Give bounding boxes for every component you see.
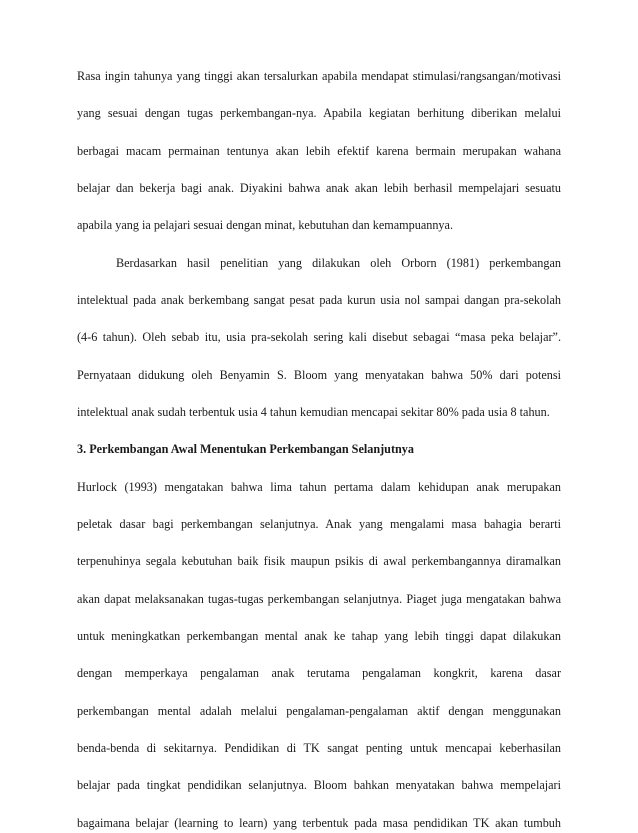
section-heading: 3. Perkembangan Awal Menentukan Perkembangan Selanjutnya <box>77 442 414 456</box>
paragraph-1-line-5: apabila yang ia pelajari sesuai dengan minat, kebutuhan dan kemampuannya. <box>77 218 453 232</box>
paragraph-3-line-2: peletak dasar bagi perkembangan selanjutnya. Anak yang mengalami masa bahagia berarti <box>77 517 561 531</box>
paragraph-1-line-2: yang sesuai dengan tugas perkembangan-nya. Apabila kegiatan berhitung diberikan melalui <box>77 106 561 120</box>
paragraph-3-line-9: belajar pada tingkat pendidikan selanjutnya. Bloom bahkan menyatakan bahwa mempelajari <box>77 778 561 792</box>
paragraph-2-line-3: (4-6 tahun). Oleh sebab itu, usia pra-sekolah sering kali disebut sebagai “masa peka belajar”. <box>77 330 561 344</box>
paragraph-3-line-8: benda-benda di sekitarnya. Pendidikan di TK sangat penting untuk mencapai keberhasilan <box>77 741 561 755</box>
paragraph-2-line-5: intelektual anak sudah terbentuk usia 4 tahun kemudian mencapai sekitar 80% pada usia 8 tahun. <box>77 405 550 419</box>
paragraph-3-line-10: bagaimana belajar (learning to learn) yang terbentuk pada masa pendidikan TK akan tumbuh <box>77 816 561 830</box>
paragraph-1-line-4: belajar dan bekerja bagi anak. Diyakini bahwa anak akan lebih berhasil mempelajari sesuatu <box>77 181 561 195</box>
paragraph-1-line-3: berbagai macam permainan tentunya akan lebih efektif karena bermain merupakan wahana <box>77 144 561 158</box>
paragraph-3-line-7: perkembangan mental adalah melalui pengalaman-pengalaman aktif dengan menggunakan <box>77 704 561 718</box>
paragraph-3-line-6: dengan memperkaya pengalaman anak terutama pengalaman kongkrit, karena dasar <box>77 666 561 680</box>
paragraph-2-line-2: intelektual pada anak berkembang sangat pesat pada kurun usia nol sampai dangan pra-sekolah <box>77 293 561 307</box>
paragraph-3-line-1: Hurlock (1993) mengatakan bahwa lima tahun pertama dalam kehidupan anak merupakan <box>77 480 561 494</box>
paragraph-3-line-4: akan dapat melaksanakan tugas-tugas perkembangan selanjutnya. Piaget juga mengatakan bahwa <box>77 592 561 606</box>
paragraph-3-line-5: untuk meningkatkan perkembangan mental anak ke tahap yang lebih tinggi dapat dilakukan <box>77 629 561 643</box>
paragraph-2-line-4: Pernyataan didukung oleh Benyamin S. Bloom yang menyatakan bahwa 50% dari potensi <box>77 368 561 382</box>
paragraph-1-line-1: Rasa ingin tahunya yang tinggi akan tersalurkan apabila mendapat stimulasi/rangsangan/motivasi <box>77 69 561 83</box>
paragraph-2-line-1: Berdasarkan hasil penelitian yang dilakukan oleh Orborn (1981) perkembangan <box>116 256 561 270</box>
paragraph-3-line-3: terpenuhinya segala kebutuhan baik fisik maupun psikis di awal perkembangannya diramalkan <box>77 554 561 568</box>
